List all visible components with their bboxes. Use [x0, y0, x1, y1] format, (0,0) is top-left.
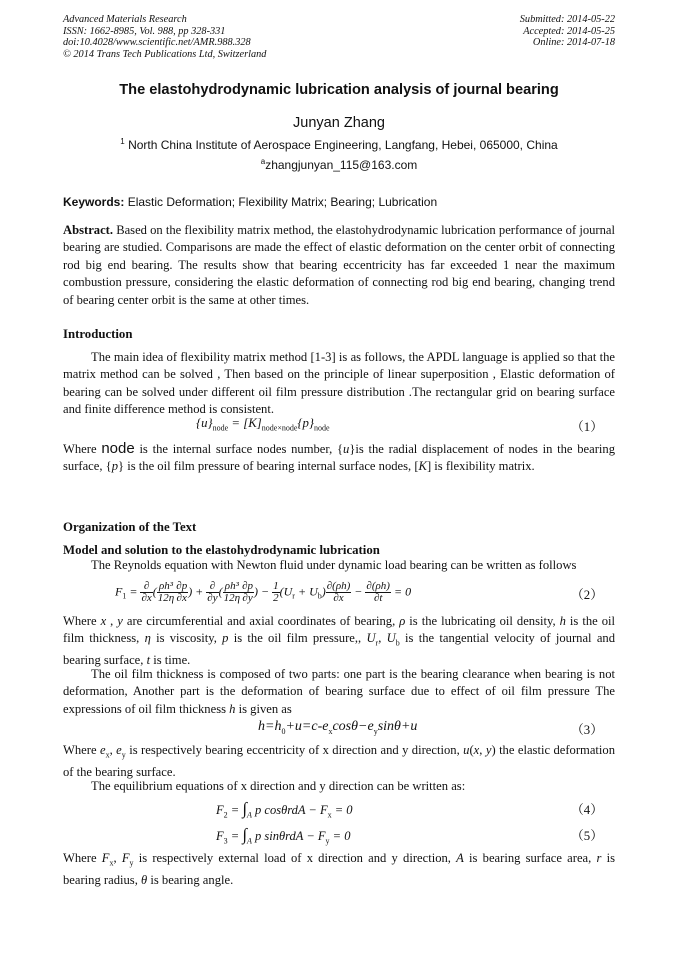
equation-4 [63, 799, 615, 821]
equil-intro: The equilibrium equations of x direction and y direction can be written as: [91, 779, 466, 793]
w2-f: is the oil film pressure,, [233, 631, 362, 646]
where-paragraph-4: Where $F_x$, $F_y$ is respectively external load of x direction and y direction, A is bearing surface area, r is bearing radius, θ is bearing angle. [63, 851, 615, 887]
model-heading: Model and solution to the elastohydrodynamic lubrication [63, 543, 380, 557]
equation-4-body: $F_2 = \int_A$ p $\cos\theta rdA - F_x = 0$ [216, 799, 353, 820]
equation-2-number: （2） [571, 588, 603, 602]
w3-b: is respectively bearing eccentricity of x direction and y direction, [129, 743, 460, 757]
paper-title: The elastohydrodynamic lubrication analysis of journal bearing [119, 82, 559, 98]
affiliation [0, 138, 678, 152]
intro-paragraph: The main idea of flexibility matrix method [1-3] is as follows, the APDL language is applied so that the matrix method can be solved , Then based on the principle of linear superposition , Elastic deformation of bearing can be solved under different oil film pressure distribution .The rectangular grid on bearing surface and finite difference method is consistent. [63, 350, 615, 417]
equation-1-number: （1） [571, 420, 603, 434]
thickness-paragraph: The oil film thickness is composed of two parts: one part is the bearing clearance when bearing is not deformation, Another part is the deformation of bearing surface due to effect of oil film pressure The expressions of oil film thickness h is given as [63, 667, 616, 716]
abstract [63, 222, 615, 309]
equation-2-body: $F_1$ = $\frac{\partial}{\partial x}$ ( $\frac{\text{ρh³}}{12\eta}$ $\frac{\partial p}{\partial x}$ ) + $\frac{\partial}{\partial y}$ ( $\frac{\text{ρh³}}{12\eta}$ $\frac{\partial p}{\partial y}$ ) − $\frac{1}{2}$ $(U_r + U_b)$ $\frac{\partial(\rho h)}{\partial x}$ − $\frac{\partial(\rho h)}{\partial t}$ = 0 [115, 580, 412, 604]
w4-b: is respectively external load of x direction and y direction, [138, 851, 451, 865]
equation-5 [63, 825, 615, 847]
w2-e: is viscosity, [156, 631, 217, 646]
where-paragraph-3: Where $e_x$, $e_y$ is respectively bearing eccentricity of x direction and y direction, u(x, y) the elastic deformation of the bearing surface. [63, 743, 616, 779]
author-name: Junyan Zhang [293, 115, 385, 131]
intro-after-t1: is the internal surface nodes number, [139, 442, 333, 456]
w4-d: is bearing radius, [63, 851, 615, 887]
equation-3 [63, 719, 615, 741]
journal-header [63, 14, 266, 60]
w2-c: is the lubricating oil density, [409, 614, 556, 628]
w3-c: the elastic deformation of the bearing surface. [63, 743, 616, 779]
w2-h: is time. [153, 653, 191, 668]
email-mark: a [260, 157, 266, 166]
w4-a: Where [63, 851, 97, 865]
keywords [63, 195, 615, 209]
where-word: Where [63, 442, 97, 456]
w4-c: is bearing surface area, [469, 851, 592, 865]
journal-name: Advanced Materials Research [63, 14, 187, 25]
accepted-date: Accepted: 2014-05-25 [523, 25, 615, 37]
node-symbol: node [101, 440, 135, 457]
equation-5-body: $F_3 = \int_A$ p $\sin\theta rdA - F_y = 0$ [216, 825, 351, 846]
w2-b: are circumferential and axial coordinates of bearing, [126, 614, 396, 628]
abstract-text: Based on the flexibility matrix method, the elastohydrodynamic lubrication performance of journal bearing are studied. Comparisons are made the effect of elastic deformation on the center orbit of connecting rod big end bearing. The results show that bearing eccentricity has far exceeded 1 near the maximum combustion pressure, considering the elastic deformation of connecting rod big end bearing, changing trend of bearing center orbit is the same at other times. [63, 223, 615, 307]
intro-after-t2: is the radial displacement of nodes in the bearing surface, [63, 442, 616, 474]
copyright: © 2014 Trans Tech Publications Ltd, Switzerland [63, 48, 267, 60]
equation-5-number: （5） [571, 829, 603, 843]
email-text: zhangjunyan_115@163.com [265, 158, 418, 172]
org-heading: Organization of the Text [63, 520, 197, 534]
thickness-expr: The expressions of oil film thickness [63, 684, 616, 716]
equation-4-number: （4） [571, 803, 603, 817]
equation-1-body: $\{u\}_{node} = [K]_{node\times node}\{p\}_{node}$ [196, 416, 330, 433]
online-date: Online: 2014-07-18 [532, 37, 615, 49]
submitted-date: Submitted: 2014-05-22 [519, 14, 615, 25]
keywords-label: Keywords: [63, 195, 125, 209]
equation-3-body: $h=h_0+u=c-e_x\cos\theta-e_y\sin\theta+u$ [258, 719, 418, 736]
intro-after: Where node is the internal surface nodes number, {u}is the radial displacement of nodes in the bearing surface, {p} is the oil film pressure of bearing internal surface nodes, [K] is flexibility matrix. [63, 440, 616, 474]
reynolds-intro: The Reynolds equation with Newton fluid under dynamic load bearing can be written as follows [91, 558, 577, 572]
w2-d: is the oil film thickness, [63, 614, 615, 646]
issn: ISSN: 1662-8985, Vol. 988, pp 328-331 [63, 25, 226, 37]
w4-e: is bearing angle. [150, 872, 234, 887]
intro-after-t4: is flexibility matrix. [434, 459, 535, 474]
thickness-text: The oil film thickness is composed of two parts: one part is the bearing clearance when bearing is not deformation, Another part is the deformation of bearing surface due to effect of oil film pressure [63, 667, 615, 699]
abstract-label: Abstract. [63, 223, 114, 237]
keywords-text: Elastic Deformation; Flexibility Matrix; Bearing; Lubrication [127, 195, 438, 209]
equation-2 [63, 578, 615, 608]
author-email [0, 158, 678, 172]
equation-3-number: （3） [571, 723, 603, 737]
affiliation-text: North China Institute of Aerospace Engineering, Langfang, Hebei, 065000, China [128, 138, 558, 152]
intro-after-t3: is the oil film pressure of bearing internal surface nodes, [127, 459, 412, 474]
intro-heading: Introduction [63, 327, 133, 341]
equation-1 [63, 416, 615, 438]
where-paragraph-2: Where x , y are circumferential and axial coordinates of bearing, ρ is the lubricating oil density, h is the oil film thickness, η is viscosity, p is the oil film pressure,, $U_r$, $U_b$ is the tangential velocity of journal and bearing surface, t is time. [63, 614, 616, 668]
w3-a: Where [63, 743, 97, 757]
w2-g: is the tangential velocity of journal and bearing surface, [63, 631, 616, 668]
w2-a: Where [63, 614, 97, 628]
thickness-expr2: is given as [238, 701, 292, 716]
doi: doi:10.4028/www.scientific.net/AMR.988.328 [63, 37, 251, 49]
affiliation-mark: 1 [120, 137, 125, 146]
dates-header [520, 14, 615, 49]
